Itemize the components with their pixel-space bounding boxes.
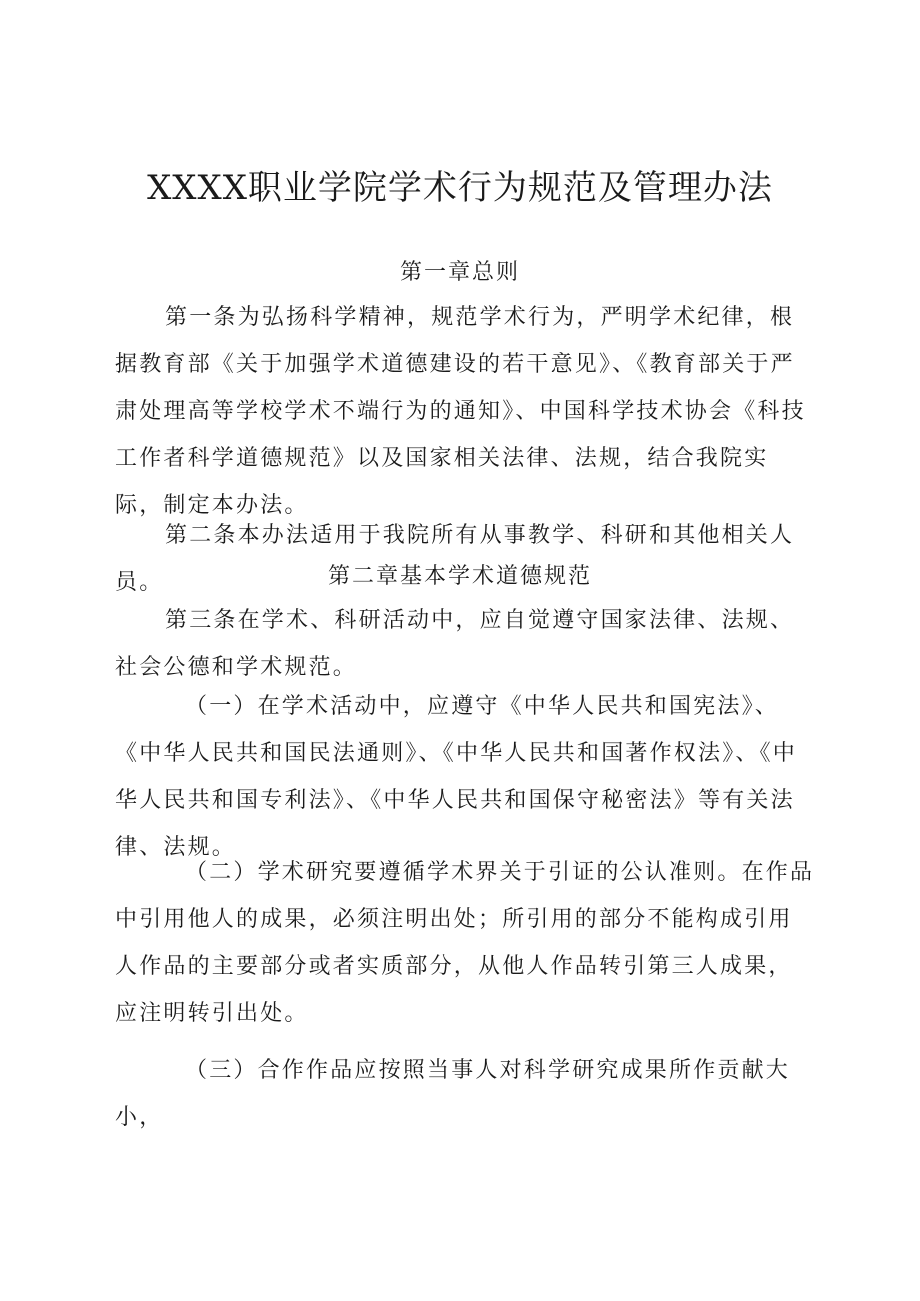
article-3-item-2: （二）学术研究要遵循学术界关于引证的公认准则。在作品中引用他人的成果，必须注明出处；所引用的部分不能构成引用人作品的主要部分或者实质部分，从他人作品转引第三人成果，应注明转引出处。 — [115, 860, 815, 1026]
article-2: 第二条本办法适用于我院所有从事教学、科研和其他相关人员。 — [115, 523, 795, 595]
article-3-item-1: （一）在学术活动中，应遵守《中华人民共和国宪法》、《中华人民共和国民法通则》、《中华人民共和国著作权法》、《中华人民共和国专利法》、《中华人民共和国保守秘密法》等有关法律、法规。 — [115, 694, 798, 860]
chapter-heading-1: 第一章总则 — [399, 260, 520, 285]
article-3-item-3: （三）合作作品应按照当事人对科学研究成果所作贡献大小， — [115, 1058, 791, 1130]
article-3: 第三条在学术、科研活动中，应自觉遵守国家法律、法规、社会公德和学术规范。 — [115, 608, 795, 680]
article-1: 第一条为弘扬科学精神，规范学术行为，严明学术纪律，根据教育部《关于加强学术道德建设的若干意见》、《教育部关于严肃处理高等学校学术不端行为的通知》、中国科学技术协会《科技工作者科学道德规范》以及国家相关法律、法规，结合我院实际，制定本办法。 — [115, 305, 806, 518]
document-title: XXXX职业学院学术行为规范及管理办法 — [147, 168, 773, 208]
chapter-heading-2: 第二章基本学术道德规范 — [327, 564, 592, 589]
